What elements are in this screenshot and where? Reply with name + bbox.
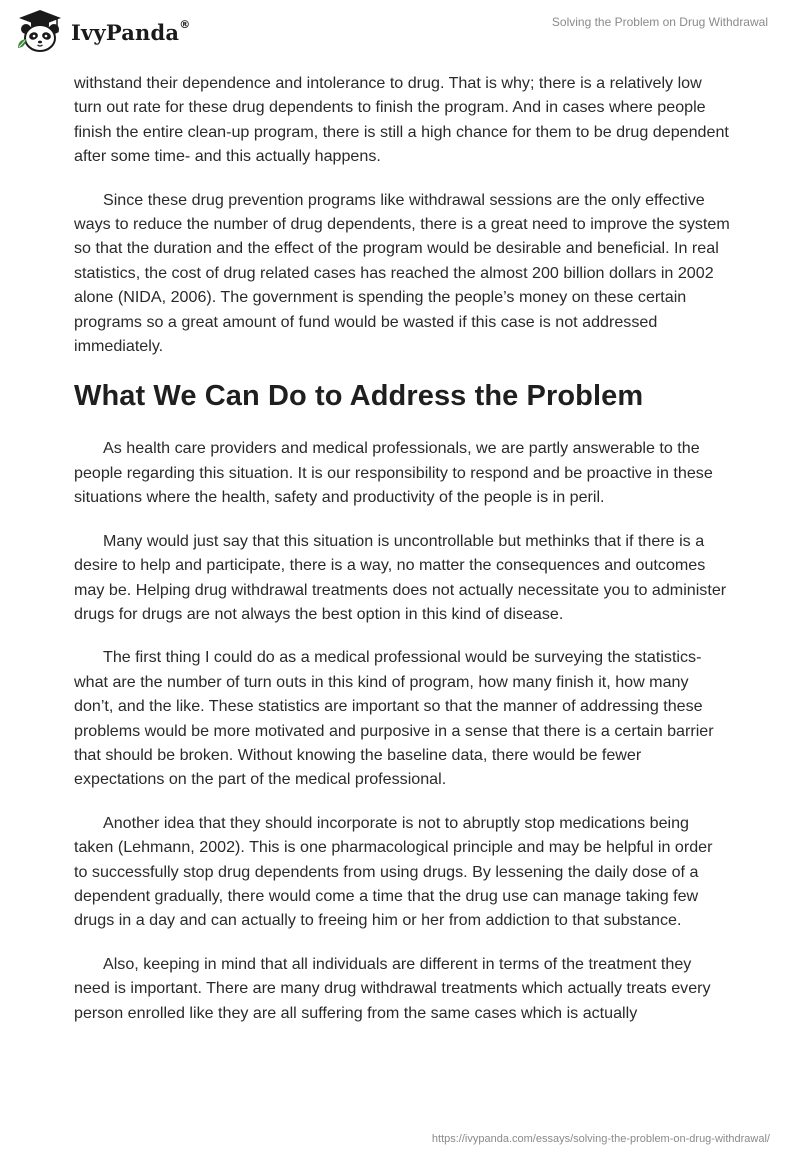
paragraph-6: Another idea that they should incorporate is not to abruptly stop medications being taken (Lehmann, 2002). This is one pharmacological principle and may be helpful in order to successfully stop drug dependents from using drugs. By lessening the daily dose of a dependent gradually, there would come a time that the drug use can manage taking few drugs in a day and can actually to freeing him or her from addiction to that substance. bbox=[74, 813, 713, 930]
panda-graduate-icon bbox=[15, 8, 65, 56]
logo-text: IvyPanda® bbox=[71, 17, 191, 45]
document-title: Solving the Problem on Drug Withdrawal bbox=[551, 15, 768, 29]
paragraph-4: Many would just say that this situation is uncontrollable but methinks that if there is a desire to help and participate, there is a way, no matter the consequences and outcomes may be. Helping drug withdrawal treatments does not actually necessitate you to administer drugs for drugs are not always the best option in this kind of disease. bbox=[74, 531, 727, 623]
source-url[interactable]: https://ivypanda.com/essays/solving-the-problem-on-drug-withdrawal/ bbox=[431, 1133, 770, 1145]
paragraph-3: As health care providers and medical professionals, we are partly answerable to the people regarding this situation. It is our responsibility to respond and be proactive in these situations where the health, safety and productivity of the people is in peril. bbox=[74, 439, 713, 507]
paragraph-5: The first thing I could do as a medical professional would be surveying the statistics- what are the number of turn outs in this kind of program, how many finish it, how many don’t, and the like. These statistics are important so that the manner of addressing these problems would be more motivated and purposive in a sense that there is a certain barrier that should be broken. Without knowing the baseline data, there would be fewer expectations on the part of the medical professional. bbox=[74, 648, 714, 789]
page-header bbox=[0, 0, 800, 70]
paragraph-2: Since these drug prevention programs like withdrawal sessions are the only effective ways to reduce the number of drug dependents, there is a great need to improve the system so that the duration and the effect of the program would be desirable and beneficial. In real statistics, the cost of drug related cases has reached the almost 200 billion dollars in 2002 alone (NIDA, 2006). The government is spending the people’s money on these certain programs so a great amount of fund would be wasted if this case is not addressed immediately. bbox=[74, 190, 730, 356]
ivypanda-logo[interactable] bbox=[15, 8, 190, 56]
essay-body bbox=[74, 71, 730, 1044]
paragraph-1: withstand their dependence and intolerance to drug. That is why; there is a relatively low turn out rate for these drug dependents to finish the program. And in cases where people finish the entire clean-up program, there is still a high chance for them to be drug dependent after some time- and this actually happens. bbox=[74, 74, 729, 166]
paragraph-7: Also, keeping in mind that all individuals are different in terms of the treatment they need is important. There are many drug withdrawal treatments which actually treats every person enrolled like they are all suffering from the same cases which is actually bbox=[74, 954, 711, 1022]
registered-mark: ® bbox=[179, 17, 191, 31]
section-heading: What We Can Do to Address the Problem bbox=[74, 380, 644, 413]
